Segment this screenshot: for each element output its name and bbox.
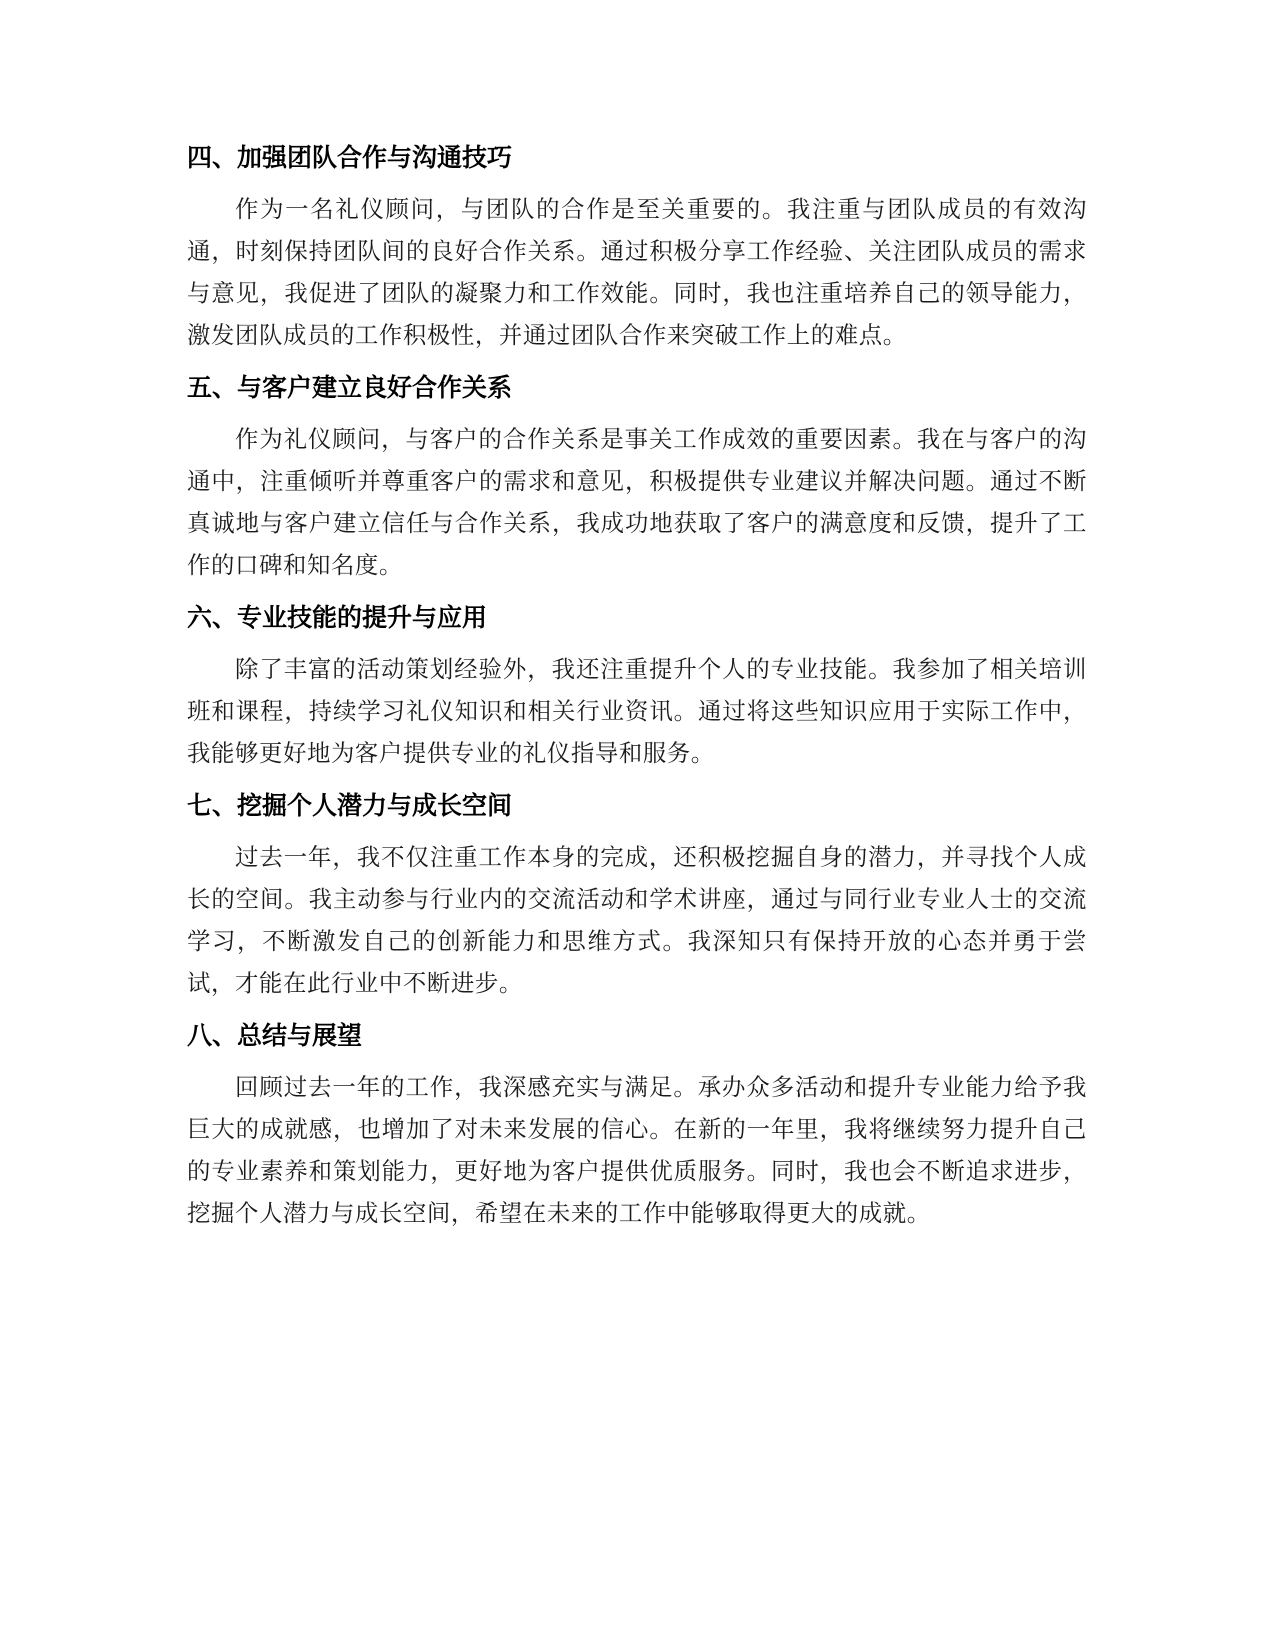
section-team-cooperation [187,140,1087,356]
section-summary-outlook [187,1018,1087,1234]
section-paragraph: 作为一名礼仪顾问，与团队的合作是至关重要的。我注重与团队成员的有效沟通，时刻保持团队间的良好合作关系。通过积极分享工作经验、关注团队成员的需求与意见，我促进了团队的凝聚力和工作效能。同时，我也注重培养自己的领导能力，激发团队成员的工作积极性，并通过团队合作来突破工作上的难点。 [187,195,1087,349]
section-personal-growth [187,788,1087,1004]
section-paragraph: 除了丰富的活动策划经验外，我还注重提升个人的专业技能。我参加了相关培训班和课程，持续学习礼仪知识和相关行业资讯。通过将这些知识应用于实际工作中，我能够更好地为客户提供专业的礼仪指导和服务。 [187,655,1087,767]
section-client-relations [187,370,1087,586]
document-content [187,140,1087,1248]
section-paragraph: 回顾过去一年的工作，我深感充实与满足。承办众多活动和提升专业能力给予我巨大的成就感，也增加了对未来发展的信心。在新的一年里，我将继续努力提升自己的专业素养和策划能力，更好地为客户提供优质服务。同时，我也会不断追求进步，挖掘个人潜力与成长空间，希望在未来的工作中能够取得更大的成就。 [187,1073,1087,1227]
section-paragraph: 过去一年，我不仅注重工作本身的完成，还积极挖掘自身的潜力，并寻找个人成长的空间。我主动参与行业内的交流活动和学术讲座，通过与同行业专业人士的交流学习，不断激发自己的创新能力和思维方式。我深知只有保持开放的心态并勇于尝试，才能在此行业中不断进步。 [187,843,1087,997]
section-heading: 八、总结与展望 [187,1021,363,1050]
section-paragraph: 作为礼仪顾问，与客户的合作关系是事关工作成效的重要因素。我在与客户的沟通中，注重倾听并尊重客户的需求和意见，积极提供专业建议并解决问题。通过不断真诚地与客户建立信任与合作关系，我成功地获取了客户的满意度和反馈，提升了工作的口碑和知名度。 [187,425,1087,579]
section-professional-skills [187,600,1087,774]
section-heading: 七、挖掘个人潜力与成长空间 [187,791,513,820]
section-heading: 五、与客户建立良好合作关系 [187,373,513,402]
section-heading: 六、专业技能的提升与应用 [187,603,488,632]
section-heading: 四、加强团队合作与沟通技巧 [187,143,513,172]
